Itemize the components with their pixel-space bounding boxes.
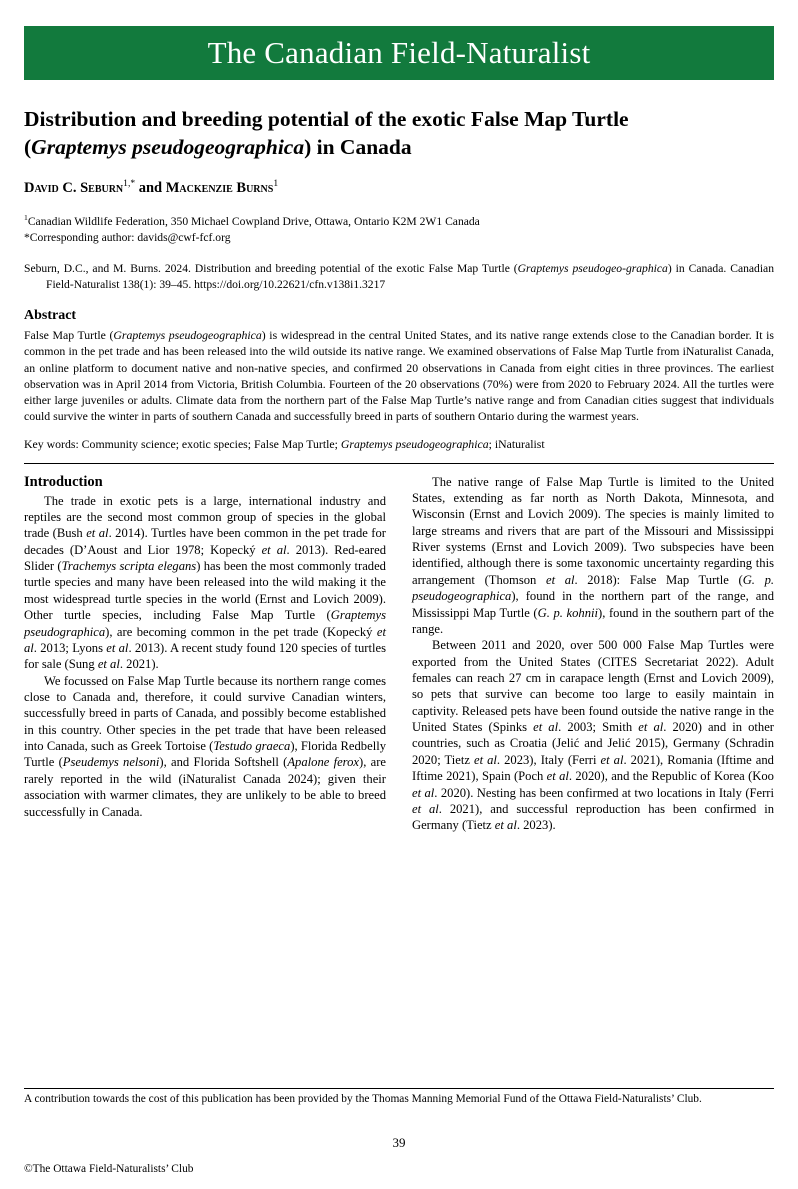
p1-f: . 2013; Lyons xyxy=(33,640,107,655)
rp2-c: . 2020) and in other countries, such as Croatia (Jelić and Jelić 2015), Germany (Schradin 2020; Tietz xyxy=(412,720,774,767)
citation-species-2: graphica xyxy=(625,261,668,275)
abstract-pre: False Map Turtle ( xyxy=(24,328,114,343)
keywords-label: Key words: xyxy=(24,437,82,452)
rp1-d: ), found in the southern part of the range. xyxy=(412,605,774,636)
article-title-line1: Distribution and breeding potential of the exotic False Map Turtle xyxy=(24,107,629,131)
corresponding-author: *Corresponding author: davids@cwf-fcf.org xyxy=(24,231,231,245)
rp1-a: The native range of False Map Turtle is limited to the United States, extending as far north as North Dakota, Minnesota, and Wisconsin (Ernst and Lovich 2009). The species is mainly limited to large streams and rivers that are part of the Missouri and Mississippi River systems (Ernst and Lovich 2009). Two subspecies have been identified, although there is some taxonomic uncertainty regarding this arrangement (Thomson xyxy=(412,474,774,587)
p1-species-2: Graptemys pseudographica xyxy=(24,608,386,639)
rp2-etal-8: et al xyxy=(494,818,517,833)
paragraph-right-2 xyxy=(412,637,774,833)
rp2-a: Between 2011 and 2020, over 500 000 False Map Turtles were exported from the United States (CITES Secretariat 2022). Adult females can reach 27 cm in carapace length (Ernst and Lovich 2009), so pets that survive can become too large to easily maintain in captivity. Released pets have been found outside the native range in the United States (Spinks xyxy=(412,638,774,735)
author-1-sup: 1,* xyxy=(123,178,136,190)
rp2-i: . 2023). xyxy=(516,818,556,833)
rp1-species-1: G. p. pseudogeographica xyxy=(412,572,775,604)
p2-d: ), are rarely reported in the wild (iNaturalist Canada 2024); given their association with warmer climates, they are unlikely to be able to breed successfully in Canada. xyxy=(24,755,386,819)
p1-etal-5: et al xyxy=(97,657,120,672)
author-conjunction: and xyxy=(135,179,166,196)
introduction-heading: Introduction xyxy=(24,473,103,490)
affiliation-text: Canadian Wildlife Federation, 350 Michael Cowpland Drive, Ottawa, Ontario K2M 2W1 Canada xyxy=(27,214,480,228)
rp2-etal-5: et al xyxy=(546,769,569,784)
citation-part2: ) in Canada. Canadian Field-Naturalist 138(1): 39–45. https://doi.org/10.22621/cfn.v138i1.3217 xyxy=(46,261,774,292)
rp2-etal-4: et al xyxy=(600,752,624,767)
citation-text xyxy=(24,261,774,295)
p1-b: . 2014). Turtles have been common in the pet trade for decades (D’Aoust and Lior 1978; Kopecký xyxy=(24,526,386,557)
rp2-etal-1: et al xyxy=(533,720,559,735)
article-title-species: Graptemys pseudogeographica xyxy=(31,134,305,159)
p2-species-2: Pseudemys nelsoni xyxy=(62,755,160,770)
rp1-b: . 2018): False Map Turtle ( xyxy=(574,572,743,587)
p1-species-1: Trachemys scripta elegans xyxy=(61,559,197,574)
body-columns xyxy=(24,474,774,834)
journal-title: The Canadian Field-Naturalist xyxy=(207,35,591,70)
p2-b: ), Florida Redbelly Turtle ( xyxy=(24,739,386,770)
p1-etal-2: et al xyxy=(261,542,287,557)
copyright-notice: ©The Ottawa Field-Naturalists’ Club xyxy=(24,1163,194,1175)
abstract-body: ) is widespread in the central United States, and its native range extends close to the Canadian border. It is common in the pet trade and has been released into the wild outside its native range. We examined observations of False Map Turtle from iNaturalist Canada, an online platform to document native and non-native species, and confirmed 20 observations in Canada from eight cities in three provinces. The earliest observation was in April 2014 from Victoria, British Columbia. Fourteen of the 20 observations (70%) were from 2020 to February 2024. All the turtles were either large juveniles or adults. Climate data from the northern part of the False Map Turtle’s native range and from Canadian cities suggest that individuals could survive the winter in parts of southern Canada and successfully breed in parts of southern Ontario during the warmest years. xyxy=(24,328,774,423)
column-left xyxy=(24,474,386,834)
author-1: David C. Seburn xyxy=(24,179,124,196)
column-right xyxy=(412,474,774,834)
footnote-divider xyxy=(24,1088,774,1089)
author-list xyxy=(24,178,774,197)
p1-g: . 2013). A recent study found 120 species of turtles for sale (Sung xyxy=(24,640,386,672)
journal-masthead xyxy=(24,26,774,80)
p1-etal-3: et al xyxy=(24,624,386,655)
rp2-g: . 2020). Nesting has been confirmed at two locations in Italy (Ferri xyxy=(434,785,774,800)
header-divider xyxy=(24,463,774,464)
rp2-f: . 2020), and the Republic of Korea (Koo xyxy=(568,769,774,784)
keywords-pre: Community science; exotic species; False Map Turtle; xyxy=(81,437,341,452)
abstract-heading: Abstract xyxy=(24,308,77,324)
rp2-etal-6: et al xyxy=(412,785,435,800)
footnote-text: A contribution towards the cost of this publication has been provided by the Thomas Manning Memorial Fund of the Ottawa Field-Naturalists’ Club. xyxy=(24,1093,702,1105)
p2-species-1: Testudo graeca xyxy=(213,739,291,754)
p1-d: ) has been the most commonly traded turtle species and many have been released into the wild making it the most widespread turtle species in the world (Ernst and Lovich 2009). Other turtle species, including False Map Turtle ( xyxy=(24,559,386,623)
p1-etal-1: et al xyxy=(86,526,109,541)
citation-block xyxy=(24,261,774,295)
rp2-h: . 2021), and successful reproduction has been confirmed in Germany (Tietz xyxy=(412,801,774,833)
rp1-c: ), found in the northern part of the range, and Mississippi Map Turtle ( xyxy=(412,589,774,620)
rp2-e: . 2021), Romania (Iftime and Iftime 2021), Spain (Poch xyxy=(412,752,774,784)
rp2-d: . 2023), Italy (Ferri xyxy=(496,752,601,767)
abstract-species: Graptemys pseudogeographica xyxy=(113,328,262,343)
rp2-etal-3: et al xyxy=(473,752,497,767)
author-2: Mackenzie Burns xyxy=(165,179,274,196)
paragraph-right-1 xyxy=(412,474,774,638)
abstract-text xyxy=(24,327,774,424)
p1-c: . 2013). Red-eared Slider ( xyxy=(24,542,386,574)
p1-a: The trade in exotic pets is a large, international industry and reptiles are the second most common group of species in the global trade (Bush xyxy=(24,493,386,541)
affiliation-sup: 1 xyxy=(24,212,28,222)
paragraph-intro-2 xyxy=(24,673,386,820)
author-2-sup: 1 xyxy=(273,178,279,190)
affiliation-block xyxy=(24,213,774,247)
citation-species-1: Graptemys pseudogeo- xyxy=(517,261,626,275)
keywords xyxy=(24,436,774,453)
page-number: 39 xyxy=(392,1135,406,1150)
p1-h: . 2021). xyxy=(119,657,159,672)
p1-etal-4: et al xyxy=(106,640,129,655)
citation-part1: Seburn, D.C., and M. Burns. 2024. Distribution and breeding potential of the exotic False Map Turtle ( xyxy=(24,261,518,275)
p1-e: ), are becoming common in the pet trade (Kopecký xyxy=(105,624,377,639)
article-title-paren-open: ( xyxy=(24,134,32,159)
rp1-etal-1: et al xyxy=(545,572,575,587)
article-title xyxy=(24,106,774,161)
keywords-post: ; iNaturalist xyxy=(488,437,545,452)
p2-c: ), and Florida Softshell ( xyxy=(159,755,288,770)
rp2-etal-7: et al xyxy=(412,801,439,816)
keywords-species: Graptemys pseudogeographica xyxy=(340,437,489,452)
p2-species-3: Apalone ferox xyxy=(287,755,360,770)
article-title-line2-post: ) in Canada xyxy=(304,134,412,159)
rp2-b: . 2003; Smith xyxy=(558,720,639,735)
rp2-etal-2: et al xyxy=(638,720,664,735)
paragraph-intro-1 xyxy=(24,493,386,673)
rp1-species-2: G. p. kohnii xyxy=(537,605,598,620)
p2-a: We focussed on False Map Turtle because its northern range comes close to Canada and, therefore, it could survive Canadian winters, successfully breed in parts of Canada, and possibly become established in this country. Other species in the pet trade that have been released into Canada, such as Greek Tortoise ( xyxy=(24,673,386,754)
footnote-area xyxy=(24,1088,774,1107)
